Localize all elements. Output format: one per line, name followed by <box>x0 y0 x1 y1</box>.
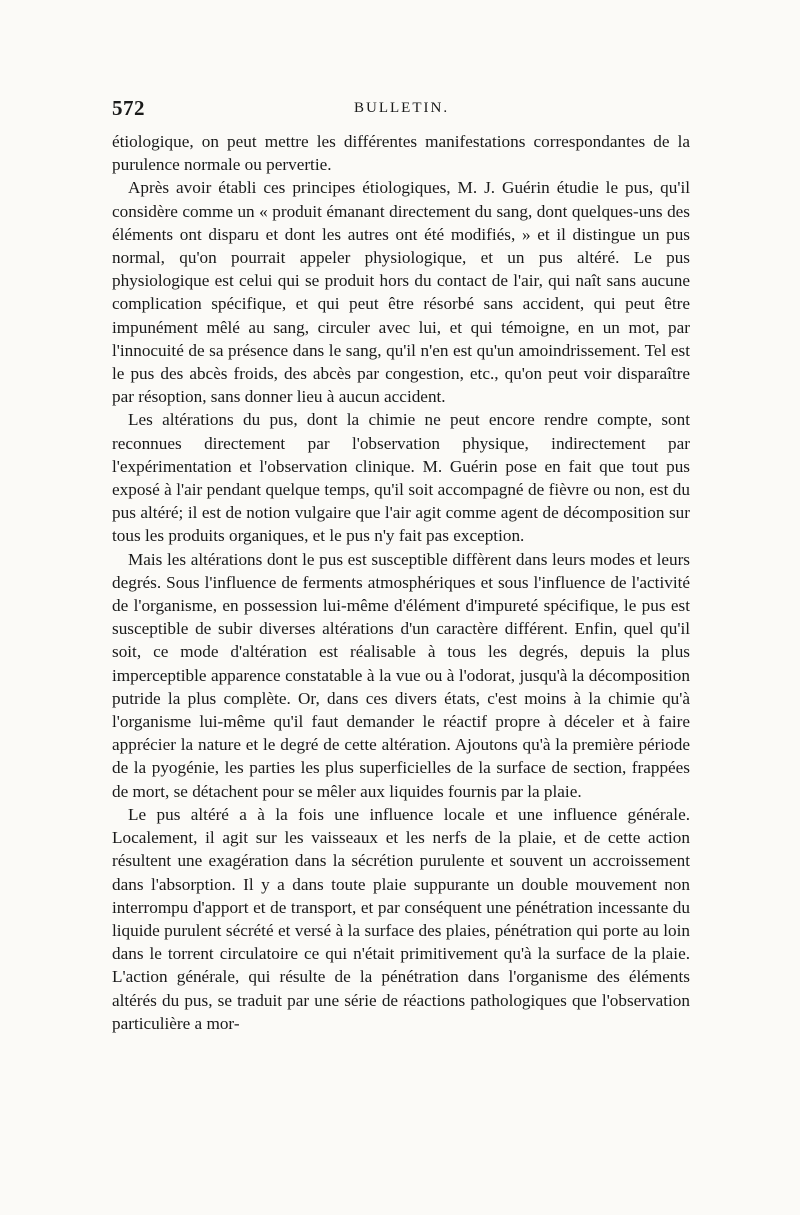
paragraph: Les altérations du pus, dont la chimie ne peut encore rendre compte, sont reconnues directement par l'observation physique, indirectement par l'expérimentation et l'observation clinique. M. Guérin pose en fait que tout pus exposé à l'air pendant quelque temps, qu'il soit accompagné de fièvre ou non, est du pus altéré; il est de notion vulgaire que l'air agit comme agent de décomposition sur tous les produits organiques, et le pus n'y fait pas exception. <box>112 410 690 546</box>
page-number: 572 <box>112 96 145 120</box>
paragraph: Le pus altéré a à la fois une influence locale et une influence générale. Localement, il agit sur les vaisseaux et les nerfs de la plaie, et de cette action résultent une exagération dans la sécrétion purulente et souvent un accroissement dans l'absorption. Il y a dans toute plaie suppurante un double mouvement non interrompu d'apport et de transport, et par conséquent une pénétration incessante du liquide purulent sécrété et versé à la surface des plaies, pénétration qui porte au loin dans le torrent circulatoire ce qui n'était primitivement qu'à la surface de la plaie. L'action générale, qui résulte de la pénétration dans l'organisme des éléments altérés du pus, se traduit par une série de réactions pathologiques que l'observation particulière a mor- <box>112 804 690 1033</box>
paragraph: Mais les altérations dont le pus est susceptible diffèrent dans leurs modes et leurs degrés. Sous l'influence de ferments atmosphériques et sous l'influence de l'activité de l'organisme, en possession lui-même d'élément d'impureté spécifique, le pus est susceptible de subir diverses altérations d'un caractère différent. Enfin, quel qu'il soit, ce mode d'altération est réalisable à tous les degrés, depuis la plus imperceptible apparence constatable à la vue ou à l'odorat, jusqu'à la décomposition putride la plus complète. Or, dans ces divers états, c'est moins à la chimie qu'à l'organisme lui-même qu'il faut demander le réactif propre à déceler et à faire apprécier la nature et le degré de cette altération. Ajoutons qu'à la première période de la pyogénie, les parties les plus superficielles de la surface de section, frappées de mort, se détachent pour se mêler aux liquides fournis par la plaie. <box>112 549 690 801</box>
paragraph-continuation: étiologique, on peut mettre les différentes manifestations correspondantes de la purulence normale ou pervertie. <box>112 132 690 175</box>
paragraph: Après avoir établi ces principes étiologiques, M. J. Guérin étudie le pus, qu'il considère comme un « produit émanant directement du sang, dont quelques-uns des éléments ont disparu et dont les autres ont été modifiés, » et il distingue un pus normal, qu'on pourrait appeler physiologique, et un pus altéré. Le pus physiologique est celui qui se produit hors du contact de l'air, qui naît sans aucune complication spécifique, et qui peut être résorbé sans accident, qui peut être impunément mêlé au sang, circuler avec lui, et qui témoigne, en un mot, par l'innocuité de sa présence dans le sang, qu'il n'en est qu'un amoindrissement. Tel est le pus des abcès froids, des abcès par congestion, etc., qu'on peut voir disparaître par résoption, sans donner lieu à aucun accident. <box>112 178 690 407</box>
running-head: BULLETIN. <box>354 100 450 116</box>
page-header <box>112 96 690 122</box>
body-text <box>112 130 690 1035</box>
